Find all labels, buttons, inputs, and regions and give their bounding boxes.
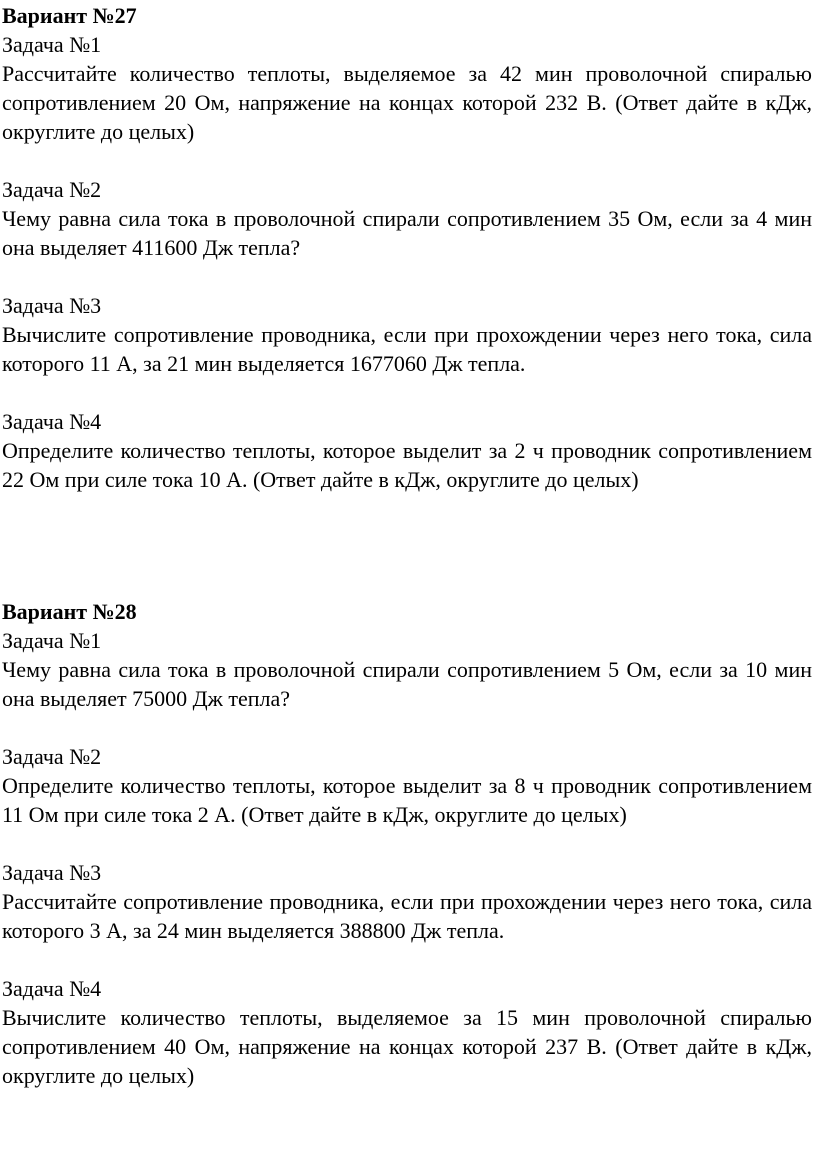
variant-title: Вариант №27 xyxy=(2,3,137,28)
variant-28 xyxy=(2,597,812,1090)
task-title: Задача №4 xyxy=(2,976,102,1001)
task-title: Задача №1 xyxy=(2,32,102,57)
task-3 xyxy=(2,858,812,945)
task-title: Задача №2 xyxy=(2,177,102,202)
task-text: Определите количество теплоты, которое выделит за 8 ч проводник сопротивлением 11 Ом при силе тока 2 А. (Ответ дайте в кДж, округлите до целых) xyxy=(2,773,812,827)
task-text: Рассчитайте сопротивление проводника, если при прохождении через него тока, сила которого 3 А, за 24 мин выделяется 388800 Дж тепла. xyxy=(2,889,812,943)
task-text: Вычислите количество теплоты, выделяемое за 15 мин проволочной спиралью сопротивлением 40 Ом, напряжение на концах которой 237 В. (Ответ дайте в кДж, округлите до целых) xyxy=(2,1005,812,1088)
task-title: Задача №3 xyxy=(2,293,102,318)
task-text: Вычислите сопротивление проводника, если при прохождении через него тока, сила которого 11 А, за 21 мин выделяется 1677060 Дж тепла. xyxy=(2,322,812,376)
task-2 xyxy=(2,742,812,829)
task-3 xyxy=(2,291,812,378)
task-title: Задача №1 xyxy=(2,628,102,653)
variant-title: Вариант №28 xyxy=(2,599,137,624)
task-text: Чему равна сила тока в проволочной спирали сопротивлением 5 Ом, если за 10 мин она выделяет 75000 Дж тепла? xyxy=(2,657,812,711)
task-title: Задача №3 xyxy=(2,860,102,885)
task-text: Чему равна сила тока в проволочной спирали сопротивлением 35 Ом, если за 4 мин она выделяет 411600 Дж тепла? xyxy=(2,206,812,260)
task-4 xyxy=(2,974,812,1090)
task-title: Задача №2 xyxy=(2,744,102,769)
task-text: Определите количество теплоты, которое выделит за 2 ч проводник сопротивлением 22 Ом при силе тока 10 А. (Ответ дайте в кДж, округлите до целых) xyxy=(2,438,812,492)
task-text: Рассчитайте количество теплоты, выделяемое за 42 мин проволочной спиралью сопротивлением 20 Ом, напряжение на концах которой 232 В. (Ответ дайте в кДж, округлите до целых) xyxy=(2,61,812,144)
task-1 xyxy=(2,626,812,713)
task-title: Задача №4 xyxy=(2,409,102,434)
task-1 xyxy=(2,30,812,146)
task-4 xyxy=(2,407,812,494)
variant-27 xyxy=(2,1,812,494)
task-2 xyxy=(2,175,812,262)
